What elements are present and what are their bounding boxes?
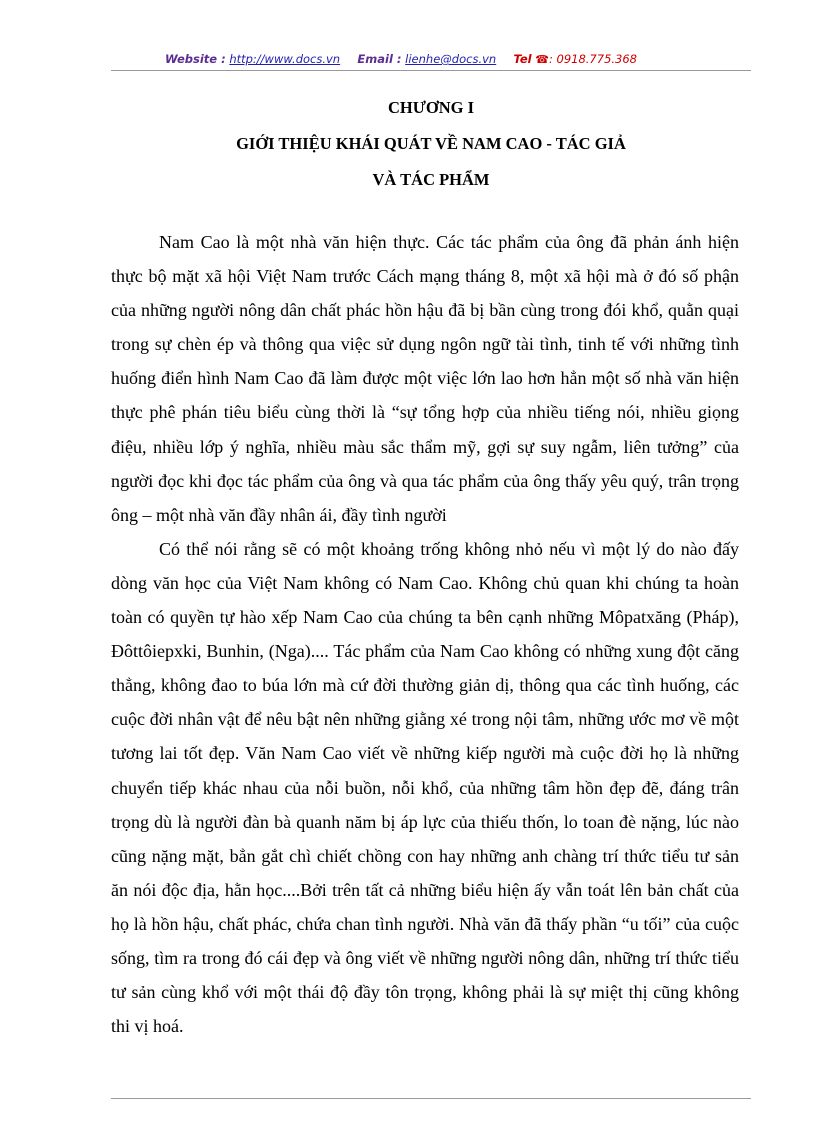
chapter-heading	[111, 90, 751, 198]
chapter-title-line-2: VÀ TÁC PHẨM	[372, 170, 490, 189]
footer-divider	[111, 1098, 751, 1099]
email-label: Email	[357, 52, 393, 66]
phone-icon: ☎	[535, 53, 549, 66]
paragraph: Nam Cao là một nhà văn hiện thực. Các tác phẩm của ông đã phản ánh hiện thực bộ mặt xã hội Việt Nam trước Cách mạng tháng 8, một xã hội mà ở đó số phận của những người nông dân chất phác hồn hậu đã bị bần cùng trong đói khổ, quằn quại trong sự chèn ép và thông qua việc sử dụng ngôn ngữ tài tình, tinh tế với những tình huống điển hình Nam Cao đã làm được một việc lớn lao hơn hẳn một số nhà văn hiện thực phê phán tiêu biểu cùng thời là “sự tổng hợp của nhiều tiếng nói, nhiều giọng điệu, nhiều lớp ý nghĩa, nhiều màu sắc thẩm mỹ, gợi sự suy ngẫm, liên tưởng” của người đọc khi đọc tác phẩm của ông và qua tác phẩm của ông thấy yêu quý, trân trọng ông – một nhà văn đầy nhân ái, đầy tình người	[111, 232, 739, 525]
chapter-title-line-1: GIỚI THIỆU KHÁI QUÁT VỀ NAM CAO - TÁC GIẢ	[236, 134, 626, 153]
chapter-number: CHƯƠNG I	[387, 98, 474, 117]
email-colon: :	[392, 52, 402, 66]
tel-value: : 0918.775.368	[548, 52, 637, 66]
website-label: Website :	[165, 52, 226, 66]
website-link[interactable]: http://www.docs.vn	[229, 52, 341, 66]
tel-label: Tel	[513, 52, 532, 66]
paragraph: Có thể nói rằng sẽ có một khoảng trống không nhỏ nếu vì một lý do nào đấy dòng văn học của Việt Nam không có Nam Cao. Không chủ quan khi chúng ta hoàn toàn có quyền tự hào xếp Nam Cao của chúng ta bên cạnh những Môpatxăng (Pháp), Đôttôiepxki, Bunhin, (Nga).... Tác phẩm của Nam Cao không có những xung đột căng thẳng, không đao to búa lớn mà cứ đời thường giản dị, thông qua các tình huống, các cuộc đời nhân vật để nêu bật nên những giằng xé trong nội tâm, những ước mơ về một tương lai tốt đẹp. Văn Nam Cao viết về những kiếp người mà cuộc đời họ là những chuyển tiếp khác nhau của nỗi buồn, nỗi khổ, của những tâm hồn đẹp đẽ, đáng trân trọng dù là người đàn bà quanh năm bị áp lực của thiếu thốn, lo toan đè nặng, lúc nào cũng nặng mặt, bẳn gắt chì chiết chồng con hay những anh chàng trí thức tiểu tư sản ăn nói độc địa, hằn học....Bởi trên tất cả những biểu hiện ấy vẫn toát lên bản chất của họ là hồn hậu, chất phác, chứa chan tình người. Nhà văn đã thấy phần “u tối” của cuộc sống, tìm ra trong đó cái đẹp và ông viết về những người nông dân, những trí thức tiểu tư sản cùng khổ với một thái độ đầy tôn trọng, không phải là sự miệt thị cũng không thi vị hoá.	[111, 538, 739, 1037]
page-header	[165, 51, 637, 68]
header-divider	[111, 70, 751, 71]
email-link[interactable]: lienhe@docs.vn	[405, 52, 497, 66]
body-text	[111, 225, 739, 1043]
